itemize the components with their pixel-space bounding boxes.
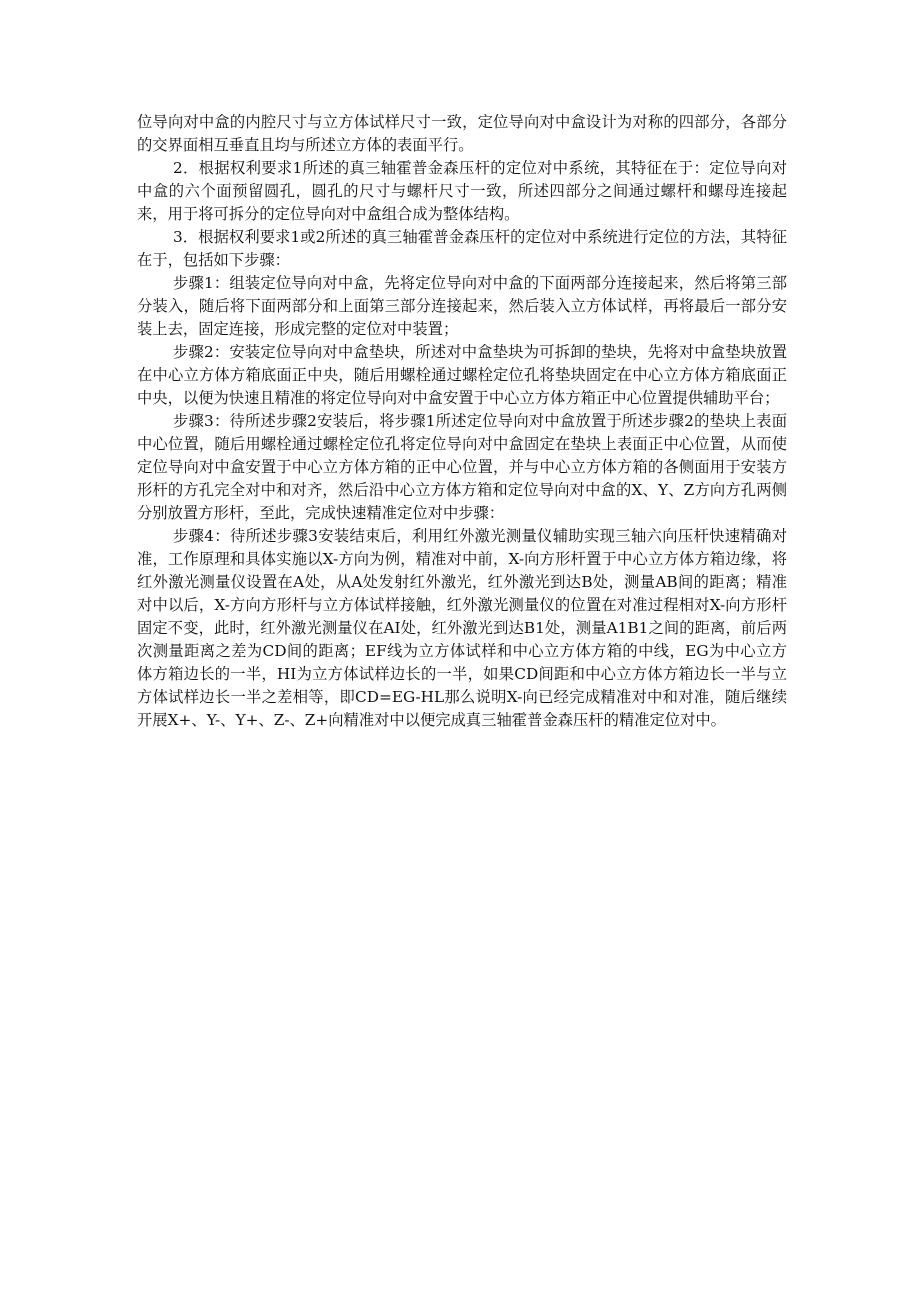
paragraph-step-2: 步骤2：安装定位导向对中盒垫块，所述对中盒垫块为可拆卸的垫块，先将对中盒垫块放置在中心立方体方箱底面正中央，随后用螺栓通过螺栓定位孔将垫块固定在中心立方体方箱底面正中央，以便为快速且精准的将定位导向对中盒安置于中心立方体方箱正中心位置提供辅助平台； bbox=[137, 343, 787, 407]
paragraph-continuation: 位导向对中盒的内腔尺寸与立方体试样尺寸一致，定位导向对中盒设计为对称的四部分，各部分的交界面相互垂直且均与所述立方体的表面平行。 bbox=[137, 113, 787, 154]
paragraph-step-1: 步骤1：组装定位导向对中盒，先将定位导向对中盒的下面两部分连接起来，然后将第三部分装入，随后将下面两部分和上面第三部分连接起来，然后装入立方体试样，再将最后一部分安装上去，固定连接，形成完整的定位对中装置； bbox=[137, 274, 787, 338]
document-body bbox=[137, 111, 787, 732]
paragraph-claim-3: 3．根据权利要求1或2所述的真三轴霍普金森压杆的定位对中系统进行定位的方法，其特征在于，包括如下步骤： bbox=[137, 228, 787, 269]
paragraph-claim-2: 2．根据权利要求1所述的真三轴霍普金森压杆的定位对中系统，其特征在于：定位导向对中盒的六个面预留圆孔，圆孔的尺寸与螺杆尺寸一致，所述四部分之间通过螺杆和螺母连接起来，用于将可拆分的定位导向对中盒组合成为整体结构。 bbox=[137, 159, 787, 223]
paragraph-step-4: 步骤4：待所述步骤3安装结束后，利用红外激光测量仪辅助实现三轴六向压杆快速精确对准，工作原理和具体实施以X-方向为例，精准对中前，X-向方形杆置于中心立方体方箱边缘，将红外激光测量仪设置在A处，从A处发射红外激光，红外激光到达B处，测量AB间的距离；精准对中以后，X-方向方形杆与立方体试样接触，红外激光测量仪的位置在对准过程相对X-向方形杆固定不变，此时，红外激光测量仪在AI处，红外激光到达B1处，测量A1B1之间的距离，前后两次测量距离之差为CD间的距离；EF线为立方体试样和中心立方体方箱的中线，EG为中心立方体方箱边长的一半，HI为立方体试样边长的一半，如果CD间距和中心立方体方箱边长一半与立方体试样边长一半之差相等，即CD=EG-HL那么说明X-向已经完成精准对中和对准，随后继续开展X+、Y-、Y+、Z-、Z+向精准对中以便完成真三轴霍普金森压杆的精准定位对中。 bbox=[137, 527, 787, 729]
paragraph-step-3: 步骤3：待所述步骤2安装后，将步骤1所述定位导向对中盒放置于所述步骤2的垫块上表面中心位置，随后用螺栓通过螺栓定位孔将定位导向对中盒固定在垫块上表面正中心位置，从而使定位导向对中盒安置于中心立方体方箱的正中心位置，并与中心立方体方箱的各侧面用于安装方形杆的方孔完全对中和对齐，然后沿中心立方体方箱和定位导向对中盒的X、Y、Z方向方孔两侧分别放置方形杆，至此，完成快速精准定位对中步骤： bbox=[137, 412, 787, 522]
